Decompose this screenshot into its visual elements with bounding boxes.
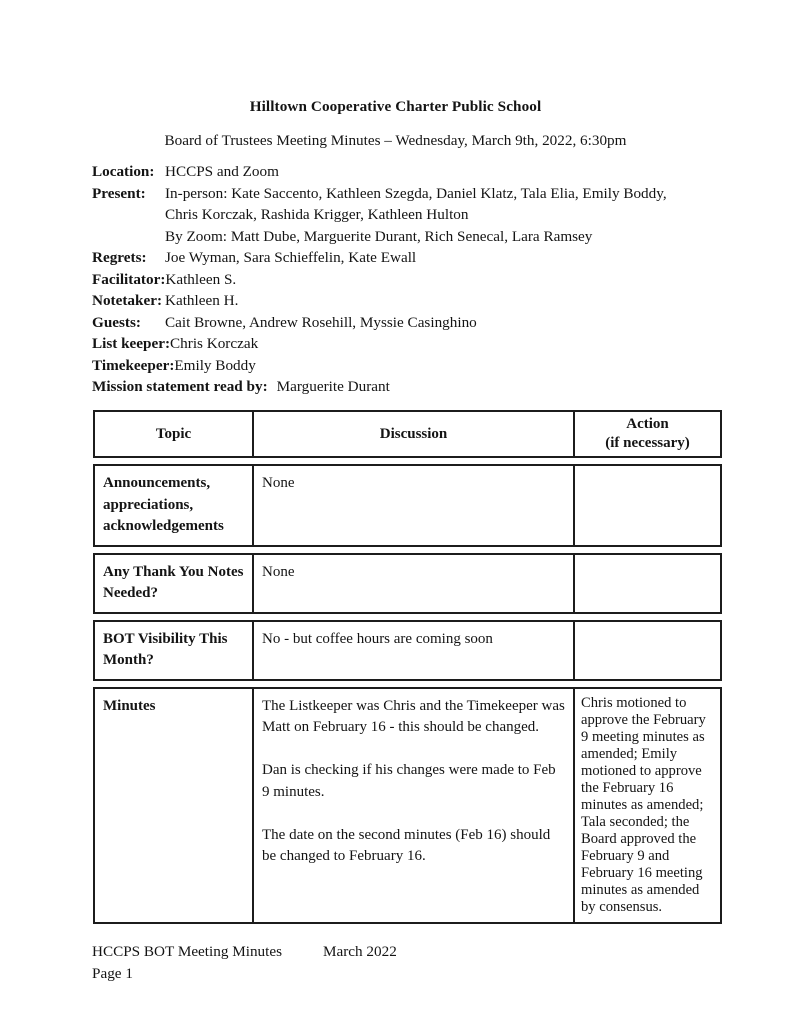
topic-cell: Announcements, appreciations, acknowledgements <box>103 475 224 534</box>
present-byzoom: By Zoom: Matt Dube, Marguerite Durant, Rich Senecal, Lara Ramsey <box>165 227 593 245</box>
regrets-value: Joe Wyman, Sara Schieffelin, Kate Ewall <box>165 249 417 266</box>
topic-cell: Minutes <box>103 697 156 714</box>
guests-value: Cait Browne, Andrew Rosehill, Myssie Casinghino <box>165 313 477 331</box>
header-action <box>575 412 720 456</box>
topic-cell: BOT Visibility This Month? <box>103 630 228 668</box>
info-row-notetaker <box>92 290 732 312</box>
header-action-line1: Action <box>626 416 669 432</box>
location-value: HCCPS and Zoom <box>165 163 279 180</box>
info-row-listkeeper <box>92 333 732 355</box>
info-row-regrets <box>92 247 732 269</box>
discussion-cell: No - but coffee hours are coming soon <box>252 622 575 679</box>
location-label: Location: <box>92 163 155 180</box>
discussion-cell: None <box>252 466 575 545</box>
table-header-row <box>93 410 722 458</box>
listkeeper-value: Chris Korczak <box>170 335 259 352</box>
guests-label: Guests: <box>92 313 141 331</box>
document-title: Hilltown Cooperative Charter Public School <box>249 98 542 115</box>
discussion-cell: None <box>252 555 575 612</box>
listkeeper-label: List keeper: <box>92 335 171 352</box>
header-topic: Topic <box>155 425 192 442</box>
regrets-label: Regrets: <box>92 249 147 266</box>
info-row-guests <box>92 312 732 334</box>
info-row-timekeeper <box>92 355 732 377</box>
action-cell <box>575 555 720 612</box>
mission-label: Mission statement read by: <box>92 378 268 395</box>
notetaker-label: Notetaker: <box>92 292 162 309</box>
table-row-announcements <box>93 464 722 547</box>
timekeeper-label: Timekeeper: <box>92 356 175 374</box>
page-footer <box>92 941 397 984</box>
action-cell <box>575 622 720 679</box>
present-value <box>165 183 690 248</box>
present-label: Present: <box>92 184 146 202</box>
footer-page-number: Page 1 <box>92 964 133 982</box>
minutes-discussion-p2: Dan is checking if his changes were made to Feb 9 minutes. <box>262 762 556 800</box>
table-row-thankyou <box>93 553 722 614</box>
timekeeper-value: Emily Boddy <box>174 356 256 374</box>
facilitator-value: Kathleen S. <box>165 270 237 288</box>
table-row-minutes <box>93 687 722 924</box>
mission-value: Marguerite Durant <box>276 378 390 395</box>
topic-cell: Any Thank You Notes Needed? <box>103 563 244 601</box>
info-row-location <box>92 161 732 183</box>
table-row-bot-visibility <box>93 620 722 681</box>
document-subtitle: Board of Trustees Meeting Minutes – Wednesday, March 9th, 2022, 6:30pm <box>164 132 627 149</box>
info-row-present <box>92 183 732 248</box>
info-row-facilitator <box>92 269 732 291</box>
footer-doc-name: HCCPS BOT Meeting Minutes <box>92 943 283 960</box>
present-inperson: In-person: Kate Saccento, Kathleen Szegda, Daniel Klatz, Tala Elia, Emily Boddy, Chris Korczak, Rashida Krigger, Kathleen Hulton <box>165 184 667 223</box>
action-cell: Chris motioned to approve the February 9 meeting minutes as amended; Emily motioned to approve the February 16 minutes as amended; Tala seconded; the Board approved the February 9 and February 16 meeting minutes as amended by consensus. <box>581 694 706 915</box>
footer-date: March 2022 <box>323 943 397 960</box>
meeting-info-block <box>92 161 732 398</box>
notetaker-value: Kathleen H. <box>165 292 239 309</box>
footer-line1 <box>92 941 397 963</box>
discussion-cell <box>252 689 575 922</box>
info-row-mission <box>92 376 732 398</box>
minutes-discussion-p1: The Listkeeper was Chris and the Timekeeper was Matt on February 16 - this should be changed. <box>262 697 565 735</box>
minutes-table <box>93 410 722 930</box>
facilitator-label: Facilitator: <box>92 270 166 288</box>
action-cell <box>575 466 720 545</box>
header-discussion: Discussion <box>252 412 575 456</box>
header-action-line2: (if necessary) <box>605 435 690 451</box>
minutes-discussion-p3: The date on the second minutes (Feb 16) should be changed to February 16. <box>262 826 551 864</box>
